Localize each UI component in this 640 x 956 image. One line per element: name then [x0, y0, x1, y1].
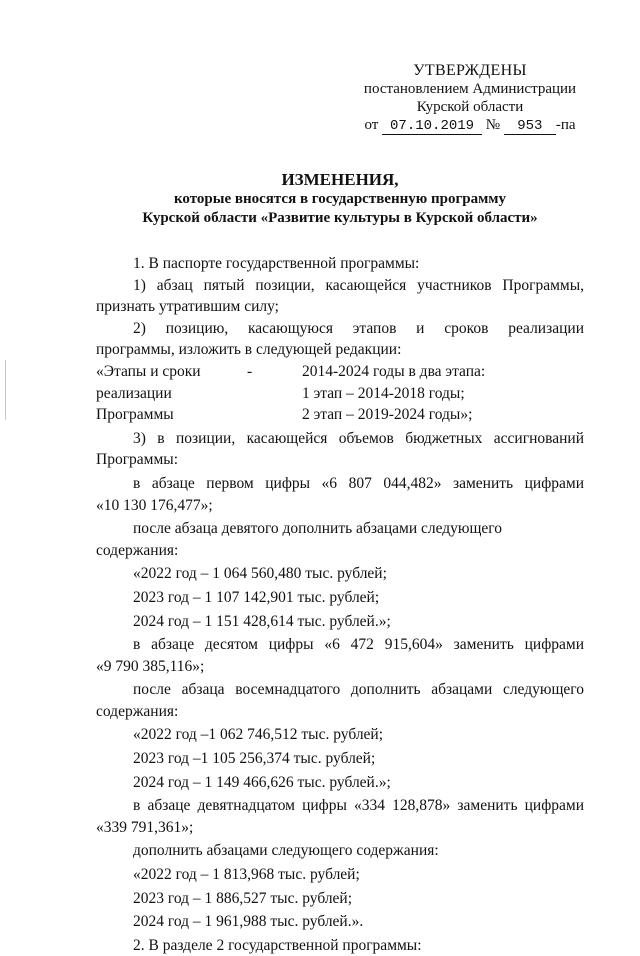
paragraph: в абзаце первом цифры «6 807 044,482» заменить цифрами [133, 474, 584, 492]
paragraph: «9 790 385,116»; [96, 657, 205, 675]
paragraph: 3) в позиции, касающейся объемов бюджетных ассигнований [133, 429, 584, 447]
paragraph: «339 791,361»; [96, 818, 194, 836]
approval-line-1: постановлением Администрации [363, 81, 577, 97]
paragraph: программы, изложить в следующей редакции: [96, 341, 402, 359]
paragraph: 2) позицию, касающуюся этапов и сроков реализации [133, 319, 584, 337]
paragraph: 2023 год –1 105 256,374 тыс. рублей; [133, 750, 376, 768]
document-subtitle-2: Курской области «Развитие культуры в Курской области» [142, 210, 538, 226]
document-body [96, 253, 584, 956]
paragraph: содержания: [96, 702, 179, 720]
table-cell: «Этапы и сроки [96, 362, 201, 380]
paragraph: «10 130 176,477»; [96, 496, 213, 514]
approval-suffix: -па [555, 117, 576, 133]
paragraph: дополнить абзацами следующего содержания: [133, 842, 439, 860]
paragraph: «2022 год –1 062 746,512 тыс. рублей; [133, 726, 384, 744]
paragraph: 1. В паспорте государственной программы: [133, 255, 420, 272]
paragraph: 2024 год – 1 149 466,626 тыс. рублей.»; [133, 773, 391, 791]
paragraph: «2022 год – 1 813,968 тыс. рублей; [133, 866, 360, 884]
table-cell: - [247, 362, 253, 380]
approval-number: 953 [504, 119, 556, 135]
approval-date-number-row [355, 116, 585, 135]
document-subtitle-1: которые вносятся в государственную программу [173, 191, 507, 207]
table-cell: 2014-2024 годы в два этапа: [302, 362, 486, 380]
paragraph: 2023 год – 1 107 142,901 тыс. рублей; [133, 588, 380, 606]
table-cell: реализации [96, 384, 172, 402]
document-heading [96, 170, 584, 228]
paragraph: 2024 год – 1 961,988 тыс. рублей.». [133, 913, 364, 931]
stages-table [96, 361, 584, 426]
paragraph: в абзаце десятом цифры «6 472 915,604» заменить цифрами [133, 636, 584, 654]
paragraph: 2023 год – 1 886,527 тыс. рублей; [133, 889, 353, 907]
document-title: ИЗМЕНЕНИЯ, [281, 170, 399, 189]
table-cell: 2 этап – 2019-2024 годы»; [302, 406, 473, 424]
paragraph: «2022 год – 1 064 560,480 тыс. рублей; [133, 565, 387, 583]
table-cell: Программы [96, 406, 174, 424]
approval-title: УТВЕРЖДЕНЫ [413, 62, 527, 79]
scan-margin-line [5, 360, 6, 420]
approval-number-sign: № [485, 117, 501, 133]
table-cell [247, 383, 302, 405]
approval-line-2: Курской области [416, 99, 524, 115]
approval-from-label: от [364, 117, 379, 133]
approval-date: 07.10.2019 [382, 119, 482, 135]
paragraph: после абзаца девятого дополнить абзацами следующего содержания: [96, 520, 503, 559]
paragraph: признать утратившим силу; [96, 298, 279, 316]
paragraph: Программы: [96, 451, 179, 469]
table-cell: 1 этап – 2014-2018 годы; [302, 384, 465, 402]
paragraph: 1) абзац пятый позиции, касающейся участников Программы, [133, 276, 584, 294]
paragraph: 2024 год – 1 151 428,614 тыс. рублей.»; [133, 612, 391, 630]
approval-stamp [355, 62, 585, 135]
table-cell [247, 404, 302, 426]
paragraph: в абзаце девятнадцатом цифры «334 128,878» заменить цифрами [133, 797, 584, 815]
paragraph: 2. В разделе 2 государственной программы: [133, 936, 422, 954]
paragraph: после абзаца восемнадцатого дополнить абзацами следующего [133, 681, 584, 699]
